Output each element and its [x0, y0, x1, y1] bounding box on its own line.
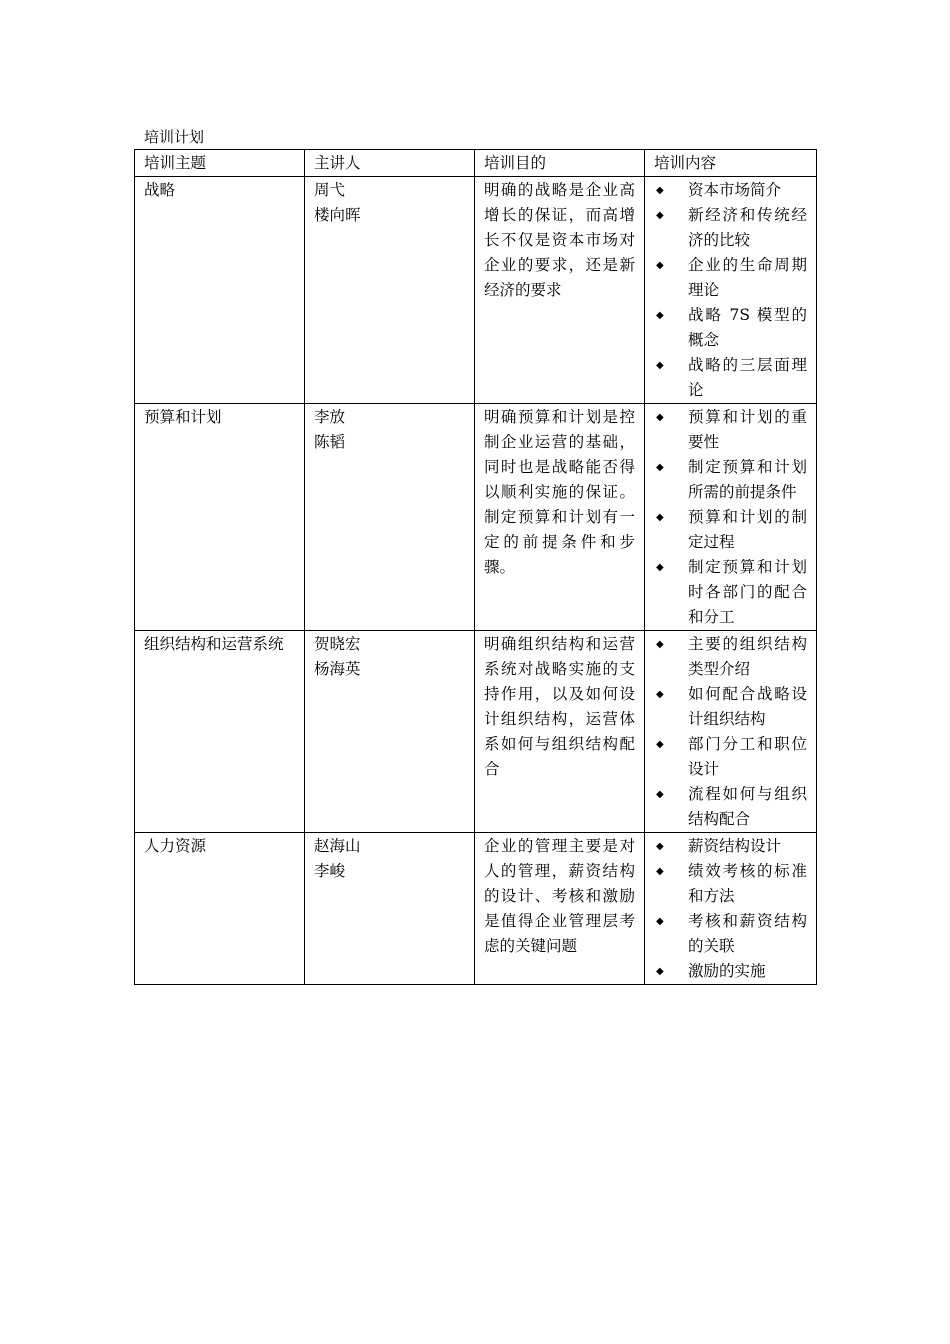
content-list — [654, 632, 807, 832]
diamond-bullet-icon: ◆ — [656, 866, 664, 877]
header-speaker: 主讲人 — [305, 150, 475, 177]
table-row — [135, 404, 817, 631]
speaker-name: 李峻 — [314, 862, 346, 880]
content-list — [654, 834, 807, 984]
purpose-cell — [475, 631, 645, 833]
table-header-row — [135, 150, 817, 177]
speaker-name: 楼向晖 — [314, 206, 361, 224]
speaker-name: 杨海英 — [314, 660, 361, 678]
topic-cell: 预算和计划 — [135, 404, 305, 631]
speaker-name: 李放 — [314, 408, 346, 426]
diamond-bullet-icon: ◆ — [656, 562, 664, 573]
content-item: ◆ 薪资结构设计 — [654, 834, 807, 859]
content-list — [654, 405, 807, 630]
diamond-bullet-icon: ◆ — [656, 360, 664, 371]
content-item: ◆ 激励的实施 — [654, 959, 807, 984]
diamond-bullet-icon: ◆ — [656, 916, 664, 927]
diamond-bullet-icon: ◆ — [656, 512, 664, 523]
header-topic: 培训主题 — [135, 150, 305, 177]
diamond-bullet-icon: ◆ — [656, 310, 664, 321]
content-cell — [645, 177, 817, 404]
speaker-name: 贺晓宏 — [314, 635, 361, 653]
diamond-bullet-icon: ◆ — [656, 689, 664, 700]
content-item: ◆ 如何配合战略设计组织结构 — [654, 682, 807, 732]
speaker-cell — [305, 404, 475, 631]
diamond-bullet-icon: ◆ — [656, 462, 664, 473]
diamond-bullet-icon: ◆ — [656, 210, 664, 221]
purpose-text: 企业的管理主要是对人的管理，薪资结构的设计、考核和激励是值得企业管理层考虑的关键问题 — [484, 837, 635, 955]
content-item: ◆ 预算和计划的重要性 — [654, 405, 807, 455]
speaker-name: 周弋 — [314, 181, 346, 199]
table-row — [135, 177, 817, 404]
content-cell — [645, 833, 817, 985]
content-item: ◆ 资本市场简介 — [654, 178, 807, 203]
purpose-cell — [475, 404, 645, 631]
content-item: ◆ 制定预算和计划时各部门的配合和分工 — [654, 555, 807, 630]
topic-cell: 组织结构和运营系统 — [135, 631, 305, 833]
content-item: ◆ 企业的生命周期理论 — [654, 253, 807, 303]
content-item: ◆ 新经济和传统经济的比较 — [654, 203, 807, 253]
training-plan-table — [134, 149, 817, 985]
content-item: ◆ 制定预算和计划所需的前提条件 — [654, 455, 807, 505]
diamond-bullet-icon: ◆ — [656, 789, 664, 800]
diamond-bullet-icon: ◆ — [656, 260, 664, 271]
diamond-bullet-icon: ◆ — [656, 841, 664, 852]
content-item: ◆ 战略 7S 模型的概念 — [654, 303, 807, 353]
content-list — [654, 178, 807, 403]
purpose-text: 明确组织结构和运营系统对战略实施的支持作用，以及如何设计组织结构，运营体系如何与组织结构配合 — [484, 635, 635, 778]
purpose-text: 明确的战略是企业高增长的保证，而高增长不仅是资本市场对企业的要求，还是新经济的要求 — [484, 181, 635, 299]
diamond-bullet-icon: ◆ — [656, 739, 664, 750]
table-row — [135, 631, 817, 833]
content-item: ◆ 战略的三层面理论 — [654, 353, 807, 403]
content-item: ◆ 考核和薪资结构的关联 — [654, 909, 807, 959]
header-purpose: 培训目的 — [475, 150, 645, 177]
purpose-cell — [475, 833, 645, 985]
document-title: 培训计划 — [144, 128, 205, 146]
content-item: ◆ 部门分工和职位设计 — [654, 732, 807, 782]
purpose-cell — [475, 177, 645, 404]
diamond-bullet-icon: ◆ — [656, 412, 664, 423]
speaker-cell — [305, 177, 475, 404]
header-content: 培训内容 — [645, 150, 817, 177]
speaker-cell — [305, 833, 475, 985]
speaker-cell — [305, 631, 475, 833]
purpose-text: 明确预算和计划是控制企业运营的基础，同时也是战略能否得以顺利实施的保证。制定预算和计划有一定的前提条件和步骤。 — [484, 408, 635, 576]
table-row — [135, 833, 817, 985]
content-item: ◆ 预算和计划的制定过程 — [654, 505, 807, 555]
topic-cell: 人力资源 — [135, 833, 305, 985]
diamond-bullet-icon: ◆ — [656, 966, 664, 977]
content-cell — [645, 404, 817, 631]
content-item: ◆ 流程如何与组织结构配合 — [654, 782, 807, 832]
topic-cell: 战略 — [135, 177, 305, 404]
diamond-bullet-icon: ◆ — [656, 639, 664, 650]
diamond-bullet-icon: ◆ — [656, 185, 664, 196]
content-cell — [645, 631, 817, 833]
speaker-name: 陈韬 — [314, 433, 346, 451]
content-item: ◆ 主要的组织结构类型介绍 — [654, 632, 807, 682]
speaker-name: 赵海山 — [314, 837, 361, 855]
content-item: ◆ 绩效考核的标准和方法 — [654, 859, 807, 909]
